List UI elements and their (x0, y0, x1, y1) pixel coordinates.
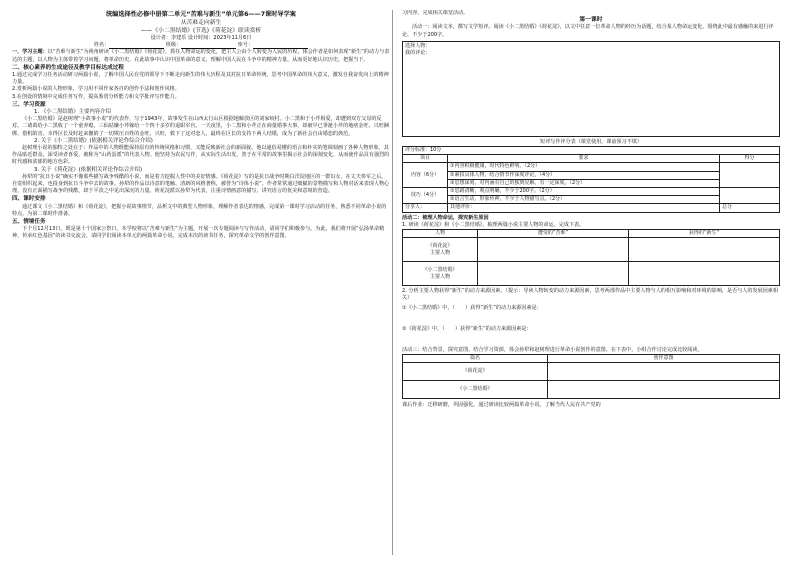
activity-1-text: 活动一：阅读文本，撰写文学短评。阅读《小二黑结婚》《荷花淀》，以文中任意一位革命人物的经历为话题，结合某人物命运变化，围绕此中最有感触的来进行评论，不少于200字。 (402, 24, 774, 38)
answer-cell[interactable] (629, 238, 780, 262)
section-5-heading: 五、情境任务 (12, 219, 46, 226)
resource-1-heading: 1. 《小二黑结婚》主要内容介绍 (34, 109, 111, 116)
name-label: 姓名： (93, 42, 110, 49)
activity-2-question-2: 2. 分析主要人物获得“新生”的动力来源因素。（提示：导读人物转变的动力来源因素，思考两部作品中主要人物与人的相互影响和对环境的影响，是否与人的发展因素相关） (402, 288, 778, 302)
activity-2-subtask: 1. 研读《荷花淀》和《小二黑结婚》，梳理两篇小说主要人物的命运，完成下表。 (402, 221, 585, 228)
table-header: 篇名 (403, 355, 548, 363)
table-row-label: 技巧（4分） (403, 188, 448, 204)
table-header: 创作意图 (548, 355, 780, 363)
score-cell[interactable] (720, 188, 780, 204)
requirement: ②紧扣具体人物，结合情节作深度评论。（4分） (448, 171, 720, 179)
section-4-text: 通过课文《小二黑结婚》和《荷花淀》，把握小说故事情节，品析文中的典型人物形象，理解作者表达的情感，完成第一课时学习活动的任务，熟悉不同革命小说的特点，为第二课时作准备。 (12, 203, 387, 217)
table-row-label: 内容（6分） (403, 163, 448, 188)
answer-cell[interactable] (629, 262, 780, 286)
section-3-heading: 三、学习资源 (12, 101, 46, 108)
requirement: ①思路清晰，观点明确，不少于200字。（2分） (448, 188, 720, 196)
section-1-text: 以“苦难与新生”为视角研读《小二黑结婚》《荷花淀》，抓住人物命运的变化，把主人公由个人转变为人民的历程，体会作者是如何表现“新生”的动力与表达的主题，以人物为主体带着学习问题，将革命历史，在此故事中认识中国革命的意义，理解中国人民在斗争中的精神力量，从而更好地认识历史、把握当下。 (12, 49, 390, 63)
character-table (402, 229, 780, 286)
continued-text: 习内容，完成相关课堂活动。 (402, 10, 469, 16)
table-header: 得分 (720, 155, 780, 163)
table-row-label: 《小二黑结婚》 主要人物 (403, 262, 478, 286)
my-review-label: 我的评论： (405, 50, 431, 57)
table-row-label: 《荷花淀》 (403, 363, 548, 381)
review-writing-box[interactable] (402, 41, 780, 137)
choose-character-label: 选择人物： (405, 42, 431, 49)
left-column (12, 10, 390, 555)
section-5-text: 下个月12月13日，既是第十个国家公祭日，本学校将以“苦难与新生”为主题，开展一次专题阅读与写作活动，请同学们积极参与。为此，我们将开展“弘扬革命精神，传承红色基因”的读书交流会，请同学们阅读本单元的两篇革命小说，完成本次的读书任务，探究革命文学的创作意图。 (12, 226, 385, 240)
goal-item: 1.通过完成学习任务活动研习两篇小说，了解中国人民在党的领导下不断走向新生的伟大历程及其对抗日革命传统，思考中国革命的伟大意义，激发自我奋发向上的精神力量。 (12, 72, 389, 86)
right-column (402, 10, 780, 555)
answer-cell[interactable] (478, 238, 629, 262)
score-cell[interactable] (720, 163, 780, 188)
resource-1-text: 《小二黑结婚》是赵树理“小故事小说”的代表作，写于1943年，故事发生在山西太行山区根据地解放区的刘家峧村。小二黑和于小芹相爱，却遭到双方父母的反对。二诸葛给小二黑收了一个童养媳，三仙姑嫌小芹嫁给一个四十多岁的退职军官。一天夜里，小二黑和小芹正在商量婚事大事，却被早已垂涎小芹的地痞金旺、兴旺捆绑，借机陷害。幸得区长及时赶来撤销了一切欺压百姓的金旺、兴旺，救下了这对恋人，最终在区长的支持下两人结婚，成为了新社会自由婚恋的典范。 (12, 116, 389, 137)
activity-2-heading: 活动二：梳理人物命运，探究新生原因 (402, 214, 489, 221)
class-label: 班级： (165, 42, 182, 49)
resource-3-heading: 3. 关于《荷花淀》(依据相关评论作综合介绍) (34, 166, 143, 173)
reviewer-label: 其他评价： (448, 204, 720, 212)
table-row-label: 《荷花淀》 主要人物 (403, 238, 478, 262)
designer-line: 设计者：李建乐 设计时间：2023年11月6日 (150, 35, 252, 41)
answer-cell[interactable] (478, 262, 629, 286)
answer-space[interactable] (402, 312, 780, 326)
document-subsubtitle: ——《小二黑结婚》(节选)《荷花淀》联读赏析 (140, 28, 262, 34)
goal-item: 3.在创设的情境中完成任务写作，提高鉴赏分析能力和文学批评写作能力。 (12, 93, 180, 100)
table-header: 遭受的“苦难” (478, 230, 629, 238)
resource-2-text: 赵树理小说的独特之处在于：作品中的人物既能保持原有的传统风格和习惯，又能反映新社会的新面貌。他以通俗易懂的语言和朴实的笔调刻画了各种人物形象，其作品贴近群众，深受读者喜爱，被称为“山药蛋派”的代表人物。他坚持为农民写作，从实际生活出发，善于在平常的故事里揭示社会的深刻变化，从而使作品具有强烈的时代感和浓郁的地方色彩。 (12, 145, 390, 166)
sharer-label: 分享人： (403, 204, 448, 212)
table-header: 项目 (403, 155, 448, 163)
goal-item: 2.赏析两篇小说的人物形象，学习用不同作家各自的创作手法和创作风格。 (12, 86, 180, 93)
answer-cell[interactable] (548, 363, 780, 381)
answer-cell[interactable] (548, 381, 780, 399)
question-2b: ②《荷花淀》中，（ ）获得“新生”的动力来源因素是： (402, 325, 532, 332)
table-header: 获得的“新生” (629, 230, 780, 238)
scoring-table-title: 短评写作评分表（课堂使用，课前预习不填） (540, 138, 642, 145)
section-2-heading: 二、核心素养的生成途径及教学目标达成过程 (12, 64, 124, 71)
section-1-heading: 一、学习主题： (12, 49, 48, 56)
document-title: 统编选择性必修中册第二单元“苦难与新生”单元第6——7课时导学案 (106, 11, 296, 18)
table-header: 人物 (403, 230, 478, 238)
scoring-table (402, 146, 780, 213)
resource-3-text: 孙犁的“抗日小说”确实不像那些描写战争残酷的小说，而是着力挖掘人性中的美好情感。《荷花淀》写的是抗日战争时期白洋淀地区的一群妇女，在丈夫参军之后，自觉组织起来，也投身到抗日斗争中去的故事。孙犁的作品以诗意的笔触、清新的风格著称，被誉为“诗体小说”。作者常常通过细腻的景物描写和人物对话来表现人物心理，没有正面描写战争的残酷，却于平淡之中见出深沉的力量。荷花淀派以孙犁为代表，注重诗情画意的描写，讲究语言的优美和意境的营造。 (12, 173, 390, 195)
requirement: ②语言生动，形象传神，不少于人物描写点。（2分） (448, 196, 720, 204)
total-label: 总分 (720, 204, 780, 212)
resource-2-heading: 2. 关于《小二黑结婚》(依据相关评论作综合介绍) (34, 137, 153, 144)
requirement: ③思想深刻，对内涵有自己的独到见解，有一定深度。（2分） (448, 179, 720, 187)
table-row-label: 《小二黑结婚》 (403, 381, 548, 399)
seat-label: 座号： (237, 42, 254, 49)
document-subtitle: 从苦难走向新生 (180, 20, 222, 26)
lesson-heading: 第一课时 (579, 17, 603, 24)
homework-text: 课后作业：迁移研磨，巩固强化。通过研读比较两篇革命小说，了解当代人民在共产党的 (402, 402, 601, 409)
scoring-standard: 评分标准：10分 (403, 147, 780, 155)
activity-3-text: 活动三：结合背景，探究意图。结合学习资源，体会孙犁和赵树理进行革命小说创作的意图。在下表中，小组合作讨论完成比较阅读。 (402, 347, 703, 354)
section-1 (12, 49, 390, 63)
requirement: ①内容积极健康，时代特色鲜明。（2分） (448, 163, 720, 171)
question-2a: ①《小二黑结婚》中，（ ）获得“新生”的动力来源因素是： (402, 304, 542, 311)
intent-table (402, 354, 780, 399)
section-4-heading: 四、课时安排 (12, 196, 46, 203)
column-divider (392, 10, 393, 555)
answer-space[interactable] (402, 333, 780, 347)
table-header: 要求 (448, 155, 720, 163)
